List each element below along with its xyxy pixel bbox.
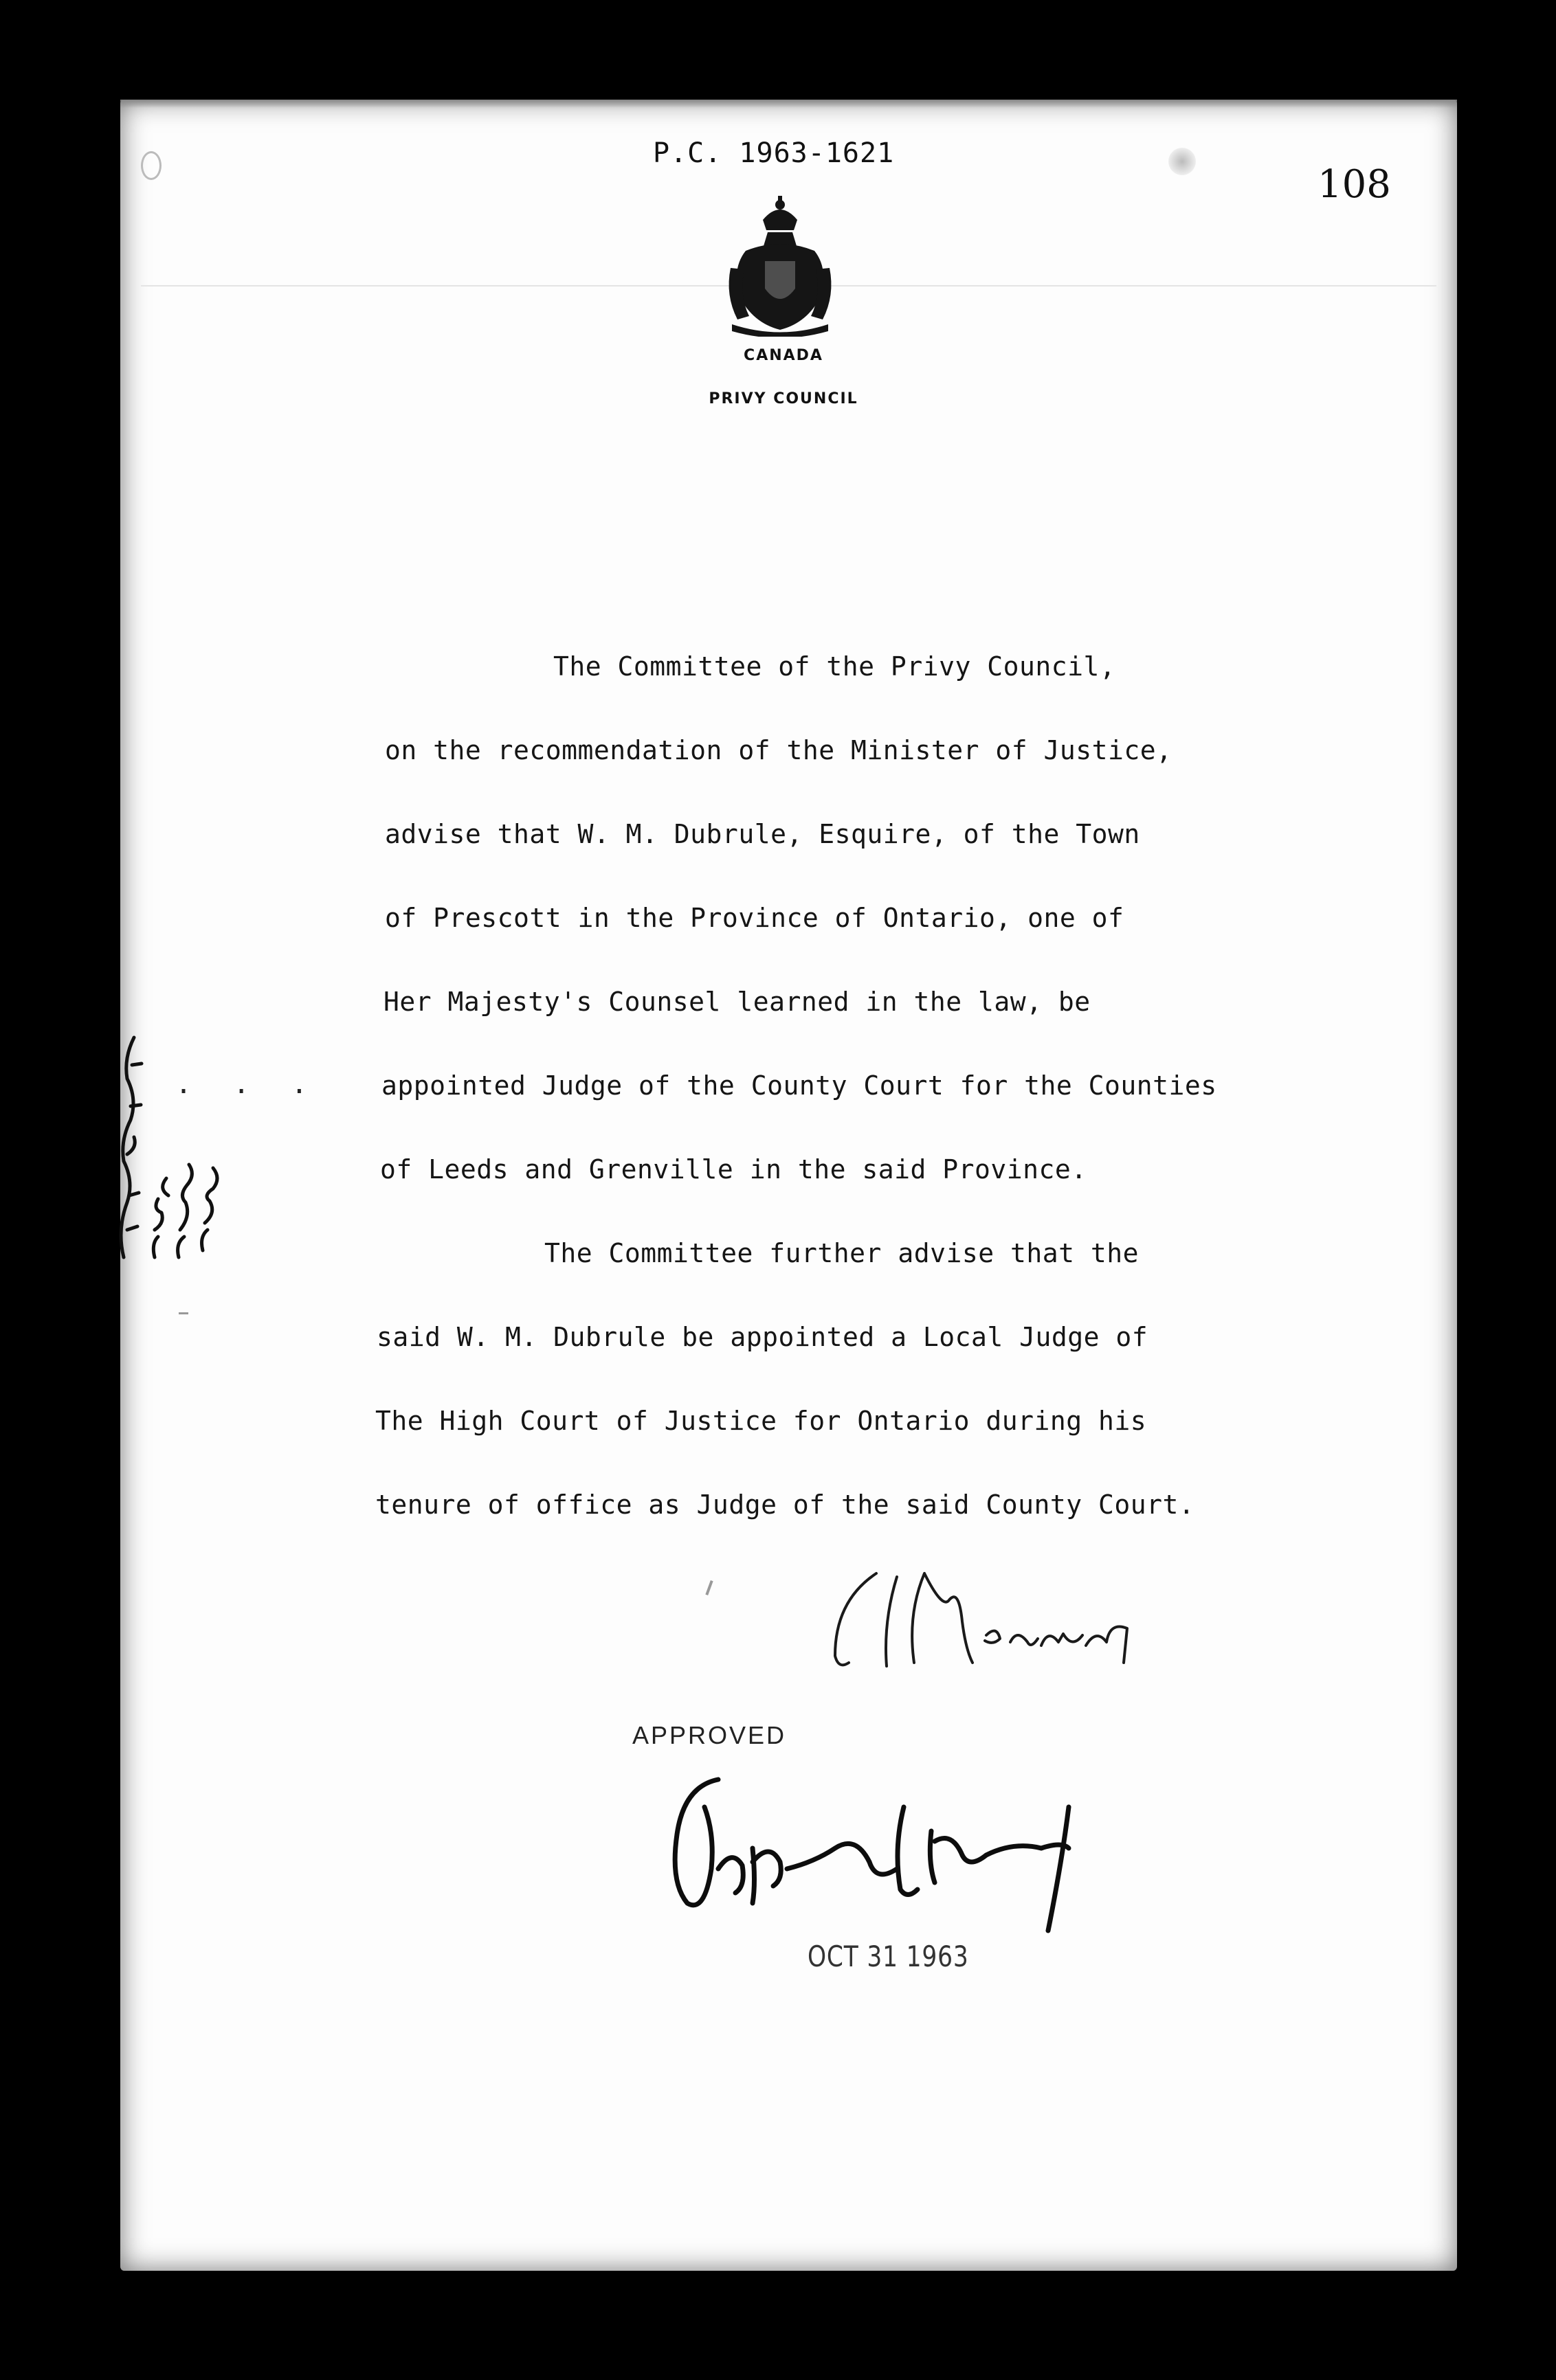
margin-dots: . . . (175, 1068, 320, 1100)
governor-general-signature (656, 1766, 1096, 1944)
body-line: on the recommendation of the Minister of Justice, (385, 735, 1172, 765)
body-line: said W. M. Dubrule be appointed a Local Judge of (377, 1322, 1148, 1352)
document-page (120, 100, 1457, 2271)
body-line: Her Majesty's Counsel learned in the law, be (384, 987, 1091, 1017)
body-line: appointed Judge of the County Court for the Counties (381, 1070, 1217, 1101)
prime-minister-signature (821, 1560, 1179, 1676)
folio-number: 108 (1318, 162, 1391, 207)
body-line: The High Court of Justice for Ontario during his (375, 1406, 1147, 1436)
approved-label: APPROVED (632, 1721, 787, 1749)
page-edge (120, 100, 1457, 108)
body-line: The Committee further advise that the (544, 1238, 1139, 1268)
coat-of-arms-icon (725, 192, 835, 337)
scan-speck (179, 1312, 188, 1314)
punch-hole-left (141, 151, 162, 180)
body-line: The Committee of the Privy Council, (553, 651, 1116, 682)
date-stamp: OCT 31 1963 (808, 1940, 969, 1973)
council-label: PRIVY COUNCIL (709, 390, 858, 407)
handwritten-margin-note (103, 1024, 254, 1271)
punch-hole-right (1168, 148, 1196, 175)
body-line: advise that W. M. Dubrule, Esquire, of the Town (385, 819, 1140, 849)
body-line: of Leeds and Grenville in the said Province. (380, 1154, 1087, 1185)
country-label: CANADA (744, 347, 823, 364)
body-line: tenure of office as Judge of the said County Court. (375, 1490, 1195, 1520)
order-number: P.C. 1963-1621 (653, 137, 895, 169)
body-line: of Prescott in the Province of Ontario, one of (385, 903, 1124, 933)
